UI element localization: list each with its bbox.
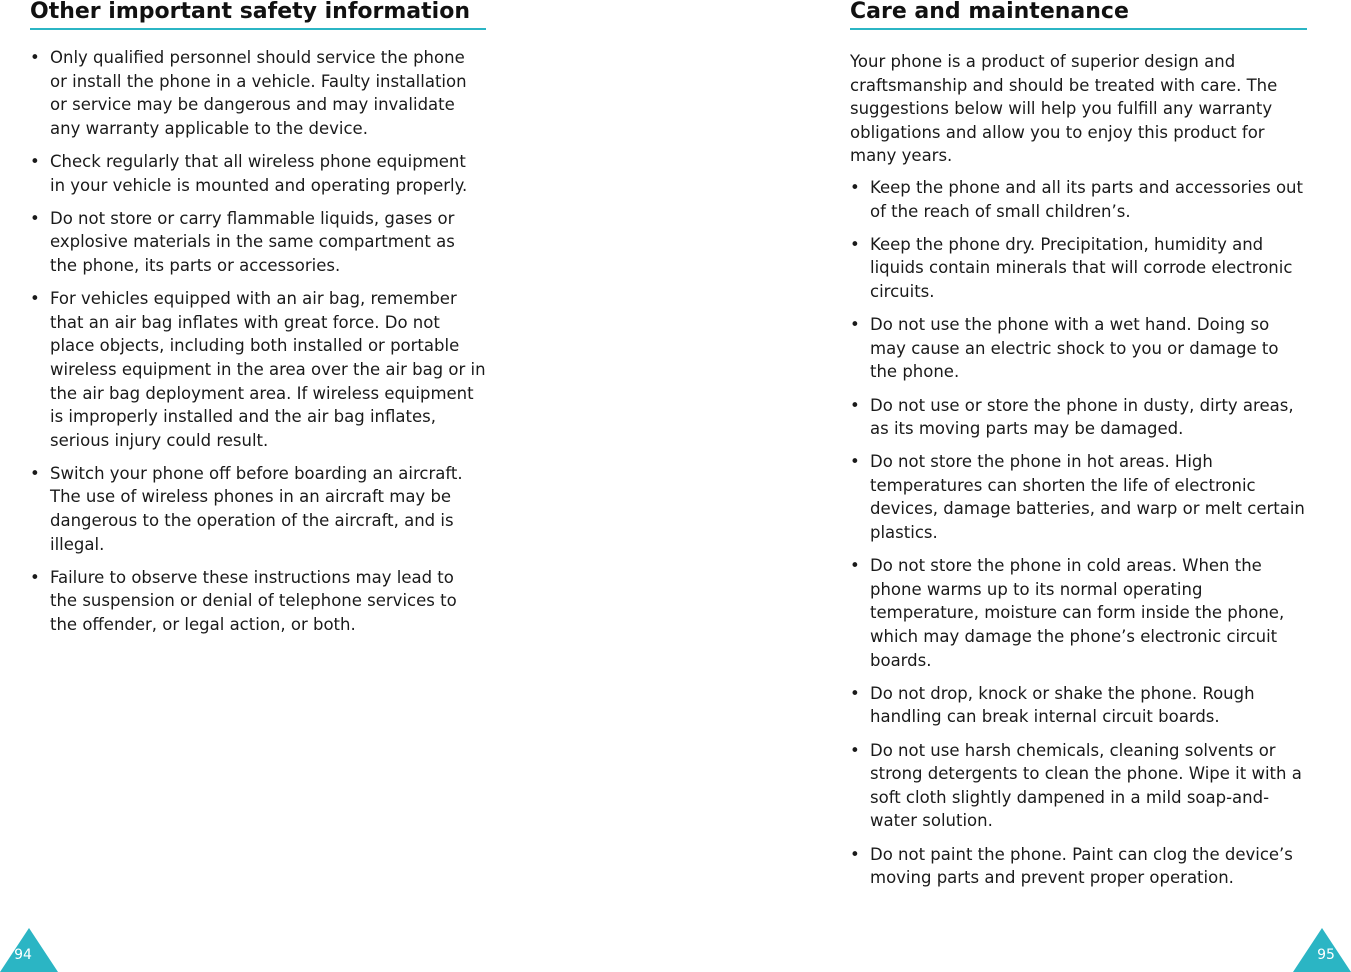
list-item (30, 207, 486, 278)
list-item (850, 313, 1307, 384)
bullet-icon: • (850, 683, 860, 703)
list-item (850, 450, 1307, 544)
care-list (850, 176, 1307, 890)
page-number-95: 95 (1317, 947, 1335, 963)
list-item (850, 394, 1307, 441)
section-title-safety: Other important safety information (30, 0, 486, 30)
list-item-text: Check regularly that all wireless phone equipment in your vehicle is mounted and operating properly. (50, 151, 468, 195)
list-item-text: Only qualified personnel should service the phone or install the phone in a vehicle. Faulty installation or service may be dangerous and may invalidate any warranty applicable to the device. (50, 48, 467, 138)
list-item-text: Do not store or carry flammable liquids, gases or explosive materials in the same compartment as the phone, its parts or accessories. (50, 208, 455, 275)
list-item (30, 566, 486, 637)
list-item-text: Keep the phone and all its parts and accessories out of the reach of small children’s. (870, 177, 1303, 221)
list-item-text: Switch your phone off before boarding an aircraft. The use of wireless phones in an aircraft may be dangerous to the operation of the aircraft, and is illegal. (50, 463, 463, 554)
list-item-text: Do not drop, knock or shake the phone. Rough handling can break internal circuit boards. (870, 683, 1255, 727)
list-item (30, 287, 486, 452)
page-number-tab-right (1293, 926, 1351, 972)
list-item (850, 233, 1307, 304)
intro-paragraph: Your phone is a product of superior design and craftsmanship and should be treated with care. The suggestions below will help you fulfill any warranty obligations and allow you to enjoy this product for many years. (850, 52, 1278, 166)
list-item-text: Do not store the phone in hot areas. High temperatures can shorten the life of electronic devices, damage batteries, and warp or melt certain plastics. (870, 452, 1305, 543)
bullet-icon: • (850, 315, 860, 335)
bullet-icon: • (30, 48, 40, 67)
bullet-icon: • (30, 208, 40, 228)
list-item (850, 554, 1307, 672)
list-item (850, 682, 1307, 729)
right-page (850, 0, 1307, 899)
page-number-94: 94 (14, 947, 32, 963)
bullet-icon: • (30, 463, 40, 483)
bullet-icon: • (30, 151, 40, 171)
bullet-icon: • (850, 556, 860, 576)
list-item (30, 150, 486, 197)
list-item-text: Keep the phone dry. Precipitation, humidity and liquids contain minerals that will corrode electronic circuits. (870, 234, 1293, 301)
bullet-icon: • (850, 177, 860, 197)
list-item-text: Do not use harsh chemicals, cleaning solvents or strong detergents to clean the phone. Wipe it with a soft cloth slightly dampened in a mild soap-and-water solution. (870, 740, 1302, 831)
section-title-care: Care and maintenance (850, 0, 1307, 30)
bullet-icon: • (850, 234, 860, 254)
bullet-icon: • (30, 289, 40, 309)
bullet-icon: • (850, 395, 860, 415)
list-item (30, 462, 486, 556)
list-item (30, 46, 486, 140)
bullet-icon: • (30, 567, 40, 587)
bullet-icon: • (850, 844, 860, 864)
list-item-text: Do not use the phone with a wet hand. Doing so may cause an electric shock to you or damage to the phone. (870, 315, 1279, 382)
bullet-icon: • (850, 452, 860, 472)
safety-list (30, 46, 486, 637)
list-item-text: For vehicles equipped with an air bag, remember that an air bag inflates with great force. Do not place objects, including both installed or portable wireless equipment in the area over the air bag or in the air bag deployment area. If wireless equipment is improperly installed and the air bag inflates, serious injury could result. (50, 289, 486, 450)
page-number-tab-left (0, 926, 58, 972)
left-page (30, 0, 486, 646)
list-item-text: Do not paint the phone. Paint can clog the device’s moving parts and prevent proper operation. (870, 844, 1293, 888)
list-item (850, 739, 1307, 833)
list-item-text: Do not use or store the phone in dusty, dirty areas, as its moving parts may be damaged. (870, 395, 1294, 439)
list-item-text: Do not store the phone in cold areas. When the phone warms up to its normal operating temperature, moisture can form inside the phone, which may damage the phone’s electronic circuit boards. (870, 556, 1285, 670)
list-item (850, 176, 1307, 223)
bullet-icon: • (850, 740, 860, 760)
list-item (850, 843, 1307, 890)
list-item-text: Failure to observe these instructions may lead to the suspension or denial of telephone services to the offender, or legal action, or both. (50, 567, 457, 635)
